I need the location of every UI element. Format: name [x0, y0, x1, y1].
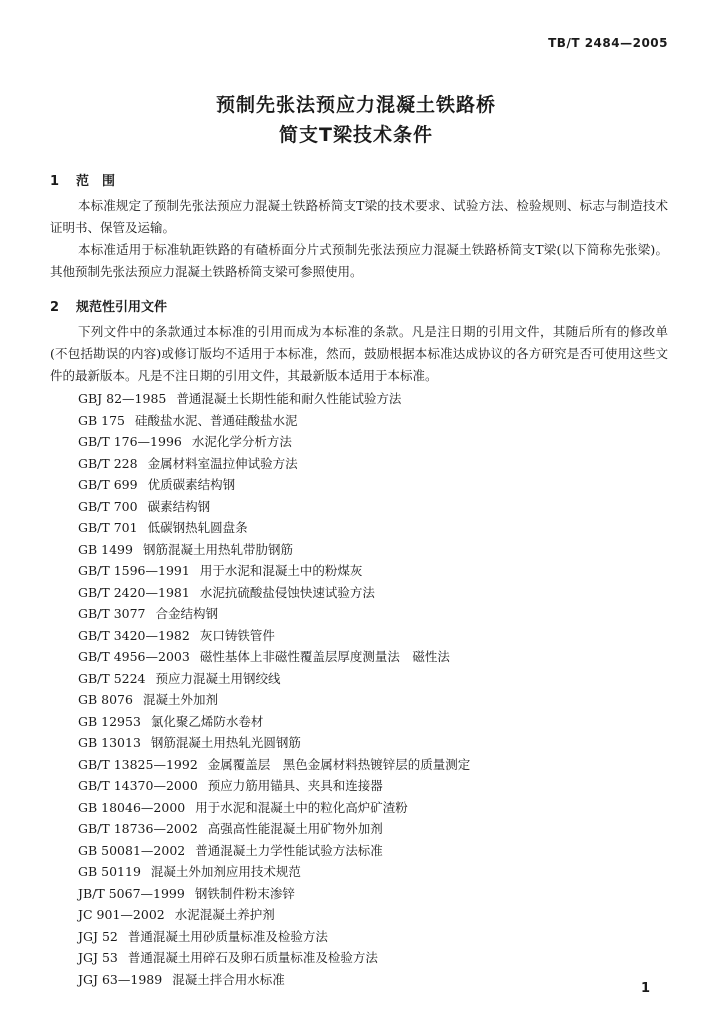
reference-title: 用于水泥和混凝土中的粒化高炉矿渣粉 [195, 799, 408, 815]
reference-item [78, 926, 470, 948]
reference-list [78, 388, 470, 990]
reference-title: 灰口铸铁管件 [199, 627, 275, 643]
section-1-heading [50, 170, 115, 189]
reference-code: GBJ 82—1985 [78, 391, 167, 406]
page-number: 1 [640, 981, 650, 996]
reference-title: 水泥抗硫酸盐侵蚀快速试验方法 [199, 584, 375, 600]
section-2-number: 2 [50, 300, 60, 315]
reference-code: GB/T 3420—1982 [78, 627, 190, 643]
reference-item [78, 496, 470, 518]
reference-item [78, 410, 470, 432]
reference-item [78, 689, 470, 711]
reference-item [78, 904, 470, 926]
reference-code: GB/T 18736—2002 [78, 821, 198, 836]
reference-title: 合金结构钢 [155, 606, 219, 621]
reference-code: GB/T 13825—1992 [78, 756, 198, 772]
section-1-paragraph-1: 本标准规定了预制先张法预应力混凝土铁路桥简支T梁的技术要求、试验方法、检验规则、标志与制造技术证明书、保管及运输。 [50, 198, 668, 235]
reference-title: 优质碳素结构钢 [147, 477, 236, 492]
reference-title: 氯化聚乙烯防水卷材 [150, 713, 264, 729]
reference-title: 低碳钢热轧圆盘条 [147, 520, 248, 535]
reference-item [78, 797, 470, 819]
reference-code: JB/T 5067—1999 [78, 885, 185, 901]
reference-title: 钢筋混凝土用热轧带肋钢筋 [142, 541, 293, 557]
reference-code: GB/T 699 [78, 477, 138, 492]
reference-item [78, 754, 470, 776]
title-line-1: 预制先张法预应力混凝土铁路桥 [215, 94, 496, 116]
reference-code: GB 12953 [78, 713, 141, 729]
reference-code: GB 175 [78, 412, 126, 428]
reference-code: GB 50081—2002 [78, 842, 186, 858]
reference-code: JC 901—2002 [78, 907, 165, 922]
reference-item [78, 388, 470, 410]
reference-code: JGJ 53 [78, 950, 118, 965]
reference-title: 钢筋混凝土用热轧光圆钢筋 [150, 735, 301, 750]
reference-item [78, 969, 470, 991]
reference-code: JGJ 52 [78, 928, 118, 944]
reference-code: GB/T 1596—1991 [78, 563, 190, 578]
reference-title: 碳素结构钢 [147, 498, 211, 514]
reference-item [78, 431, 470, 453]
reference-item [78, 646, 470, 668]
reference-title: 混凝土外加剂 [142, 692, 218, 707]
reference-item [78, 947, 470, 969]
reference-code: GB 18046—2000 [78, 799, 186, 815]
reference-title: 普通混凝土力学性能试验方法标准 [195, 842, 383, 858]
reference-title: 磁性基体上非磁性覆盖层厚度测量法 磁性法 [199, 649, 450, 664]
reference-item [78, 625, 470, 647]
reference-item [78, 539, 470, 561]
reference-title: 高强高性能混凝土用矿物外加剂 [207, 821, 383, 836]
reference-title: 钢铁制件粉末渗锌 [194, 885, 295, 901]
section-1-title: 范 围 [76, 174, 116, 189]
reference-item [78, 840, 470, 862]
reference-item [78, 474, 470, 496]
reference-code: GB 50119 [78, 864, 141, 879]
reference-title: 金属材料室温拉伸试验方法 [147, 455, 298, 471]
reference-code: GB/T 3077 [78, 606, 146, 621]
reference-item [78, 517, 470, 539]
section-2-heading [50, 296, 167, 315]
reference-title: 混凝土拌合用水标准 [172, 971, 285, 987]
reference-code: GB 8076 [78, 692, 133, 707]
reference-title: 混凝土外加剂应用技术规范 [150, 864, 301, 879]
reference-item [78, 883, 470, 905]
reference-code: GB/T 4956—2003 [78, 649, 190, 664]
reference-title: 硅酸盐水泥、普通硅酸盐水泥 [135, 412, 298, 428]
reference-code: GB/T 14370—2000 [78, 778, 198, 793]
document-title [0, 90, 712, 150]
reference-item [78, 732, 470, 754]
reference-item [78, 582, 470, 604]
section-2-title: 规范性引用文件 [76, 300, 168, 315]
reference-title: 普通混凝土长期性能和耐久性能试验方法 [176, 391, 402, 406]
reference-title: 用于水泥和混凝土中的粉煤灰 [199, 563, 363, 578]
reference-title: 水泥化学分析方法 [191, 434, 292, 449]
reference-item [78, 453, 470, 475]
reference-item [78, 668, 470, 690]
section-2-intro: 下列文件中的条款通过本标准的引用而成为本标准的条款。凡是注日期的引用文件，其随后所有的修改单(不包括勘误的内容)或修订版均不适用于本标准，然而，鼓励根据本标准达成协议的各方研究是否可使用这些文件的最新版本。凡是不注日期的引用文件，其最新版本适用于本标准。 [50, 324, 668, 383]
section-1-paragraph-2: 本标准适用于标准轨距铁路的有碴桥面分片式预制先张法预应力混凝土铁路桥简支T梁(以下简称先张梁)。其他预制先张法预应力混凝土铁路桥简支梁可参照使用。 [50, 242, 668, 279]
reference-item [78, 818, 470, 840]
reference-item [78, 861, 470, 883]
reference-code: JGJ 63—1989 [78, 971, 163, 987]
reference-code: GB/T 700 [78, 498, 138, 514]
reference-title: 普通混凝土用砂质量标准及检验方法 [127, 928, 328, 944]
reference-title: 普通混凝土用碎石及卵石质量标准及检验方法 [127, 950, 378, 965]
reference-code: GB 1499 [78, 541, 133, 557]
reference-title: 预应力混凝土用钢绞线 [155, 670, 281, 686]
reference-item [78, 775, 470, 797]
reference-title: 金属覆盖层 黑色金属材料热镀锌层的质量测定 [207, 756, 471, 772]
reference-title: 水泥混凝土养护剂 [174, 907, 275, 922]
reference-code: GB/T 5224 [78, 670, 146, 686]
reference-item [78, 560, 470, 582]
reference-code: GB/T 176—1996 [78, 434, 182, 449]
reference-code: GB/T 2420—1981 [78, 584, 190, 600]
standard-code: TB/T 2484—2005 [548, 36, 668, 50]
reference-code: GB 13013 [78, 735, 141, 750]
reference-title: 预应力筋用锚具、夹具和连接器 [207, 778, 383, 793]
title-line-2: 简支T梁技术条件 [279, 124, 433, 146]
reference-item [78, 603, 470, 625]
section-1-number: 1 [50, 174, 60, 189]
reference-item [78, 711, 470, 733]
reference-code: GB/T 228 [78, 455, 138, 471]
reference-code: GB/T 701 [78, 520, 138, 535]
